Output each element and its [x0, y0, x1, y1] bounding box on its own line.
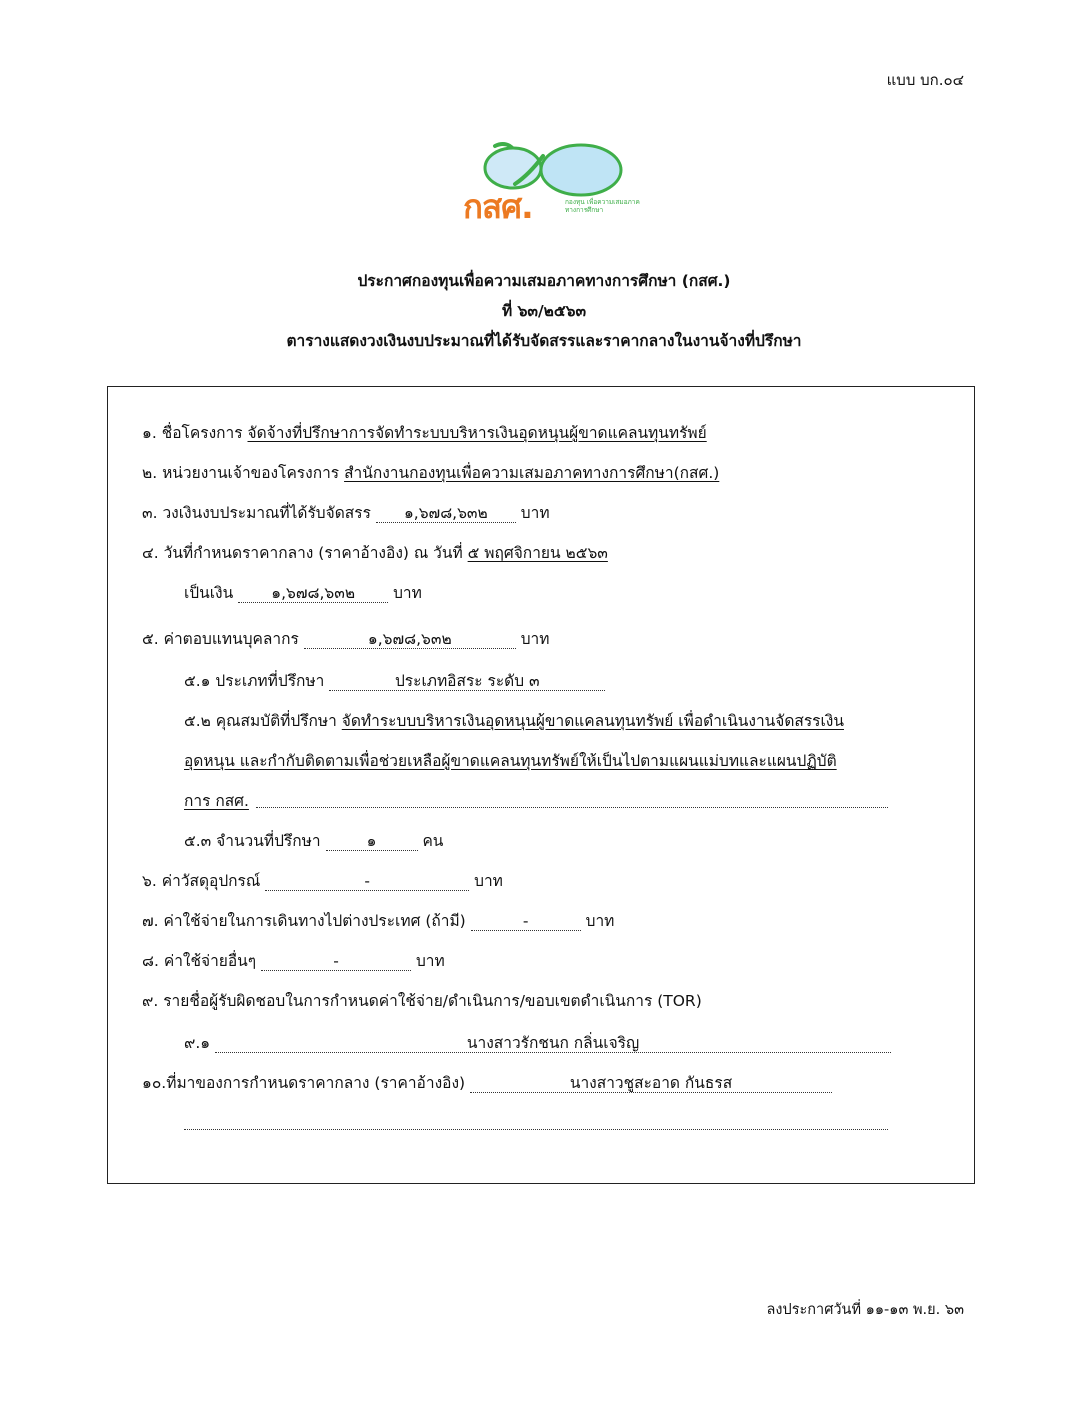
- item-number: ๘.: [142, 952, 159, 970]
- unit-label: บาท: [520, 504, 550, 522]
- other-cost-value: -: [261, 952, 411, 971]
- item-5-3: [184, 830, 443, 852]
- item-label: ค่าตอบแทนบุคลากร: [163, 630, 299, 648]
- item-number: ๒.: [142, 464, 158, 482]
- unit-label: บาท: [393, 584, 422, 602]
- qualification-value-2: อุดหนุน และกำกับติดตามเพื่อช่วยเหลือผู้ขาดแคลนทุนทรัพย์ให้เป็นไปตามแผนแม่บทและแผนปฏิบัติ: [184, 752, 837, 770]
- budget-value: ๑,๖๗๘,๖๓๒: [376, 504, 516, 523]
- item-2: [142, 462, 719, 484]
- item-label: ๙.๑: [184, 1034, 211, 1052]
- logo-abbr: กสศ.: [463, 187, 533, 226]
- item-label: ๕.๓ จำนวนที่ปรึกษา: [184, 832, 321, 850]
- item-9-1: [184, 1032, 891, 1054]
- item-10: [142, 1072, 832, 1094]
- item-label: รายชื่อผู้รับผิดชอบในการกำหนดค่าใช้จ่าย/ดำเนินการ/ขอบเขตดำเนินการ (TOR): [163, 992, 702, 1010]
- item-number: ๙.: [142, 992, 159, 1010]
- responsible-person-value: นางสาวรักชนก กลิ่นเจริญ: [215, 1034, 891, 1053]
- item-4: [142, 542, 608, 564]
- heading-line-1: ประกาศกองทุนเพื่อความเสมอภาคทางการศึกษา (กสศ.): [357, 272, 731, 290]
- item-5-2-cont: [184, 750, 837, 772]
- dotted-fill-line: [184, 1128, 888, 1130]
- item-label: ค่าใช้จ่ายอื่นๆ: [163, 952, 257, 970]
- project-name-value: จัดจ้างที่ปรึกษาการจัดทำระบบบริหารเงินอุดหนุนผู้ขาดแคลนทุนทรัพย์: [247, 424, 707, 442]
- item-7: [142, 910, 614, 932]
- item-number: ๗.: [142, 912, 159, 930]
- consultant-count-value: ๑: [326, 832, 418, 851]
- unit-label: บาท: [585, 912, 615, 930]
- unit-label: บาท: [474, 872, 503, 890]
- item-number: ๖.: [142, 872, 157, 890]
- announcement-date: ลงประกาศวันที่ ๑๑-๑๓ พ.ย. ๖๓: [766, 1302, 964, 1318]
- item-number: ๑.: [142, 424, 157, 442]
- item-label: ๕.๑ ประเภทที่ปรึกษา: [184, 672, 325, 690]
- item-label: ชื่อโครงการ: [161, 424, 243, 442]
- item-4-amount: [184, 582, 422, 604]
- reference-amount-value: ๑,๖๗๘,๖๓๒: [238, 584, 388, 603]
- personnel-cost-value: ๑,๖๗๘,๖๓๒: [304, 630, 516, 649]
- item-number: ๓.: [142, 504, 158, 522]
- travel-cost-value: -: [471, 912, 581, 931]
- item-label: เป็นเงิน: [184, 584, 234, 602]
- qualification-value-3: การ กสศ.: [184, 792, 249, 810]
- form-code: แบบ บก.๐๔: [886, 71, 964, 89]
- item-label: ค่าใช้จ่ายในการเดินทางไปต่างประเทศ (ถ้ามี): [163, 912, 466, 930]
- item-5-2: [184, 710, 844, 732]
- qualification-value-1: จัดทำระบบบริหารเงินอุดหนุนผู้ขาดแคลนทุนทรัพย์ เพื่อดำเนินงานจัดสรรเงิน: [341, 712, 844, 730]
- materials-cost-value: -: [265, 872, 469, 891]
- item-9: [142, 990, 702, 1012]
- dotted-fill-line: [256, 806, 888, 808]
- reference-source-value: นางสาวชูสะอาด กันธรส: [470, 1074, 832, 1093]
- item-8: [142, 950, 445, 972]
- item-label: หน่วยงานเจ้าของโครงการ: [162, 464, 340, 482]
- unit-label: บาท: [415, 952, 445, 970]
- item-number: ๕.: [142, 630, 159, 648]
- item-5-1: [184, 670, 605, 692]
- project-owner-value: สำนักงานกองทุนเพื่อความเสมอภาคทางการศึกษา(กสศ.): [344, 464, 720, 482]
- heading-line-3: ตารางแสดงวงเงินงบประมาณที่ได้รับจัดสรรและราคากลางในงานจ้างที่ปรึกษา: [286, 332, 802, 350]
- item-label: วันที่กำหนดราคากลาง (ราคาอ้างอิง) ณ วันที่: [163, 544, 463, 562]
- item-5-2-cont-2: [184, 790, 249, 812]
- agency-logo: [455, 140, 645, 226]
- item-label: วงเงินงบประมาณที่ได้รับจัดสรร: [162, 504, 371, 522]
- consultant-type-value: ประเภทอิสระ ระดับ ๓: [329, 672, 605, 691]
- reference-date-value: ๕ พฤศจิกายน ๒๕๖๓: [467, 544, 608, 562]
- item-label: ค่าวัสดุอุปกรณ์: [161, 872, 261, 890]
- unit-label: บาท: [520, 630, 550, 648]
- item-label: ที่มาของการกำหนดราคากลาง (ราคาอ้างอิง): [166, 1074, 466, 1092]
- item-3: [142, 502, 550, 524]
- item-1: [142, 422, 707, 444]
- item-number: ๔.: [142, 544, 159, 562]
- unit-label: คน: [422, 832, 444, 850]
- item-6: [142, 870, 503, 892]
- item-label: ๕.๒ คุณสมบัติที่ปรึกษา: [184, 712, 337, 730]
- item-number: ๑๐.: [142, 1074, 167, 1092]
- logo-subtitle: กองทุน เพื่อความเสมอภาค ทางการศึกษา: [565, 198, 640, 214]
- heading-line-2: ที่ ๖๓/๒๕๖๓: [501, 302, 587, 320]
- item-5: [142, 628, 549, 650]
